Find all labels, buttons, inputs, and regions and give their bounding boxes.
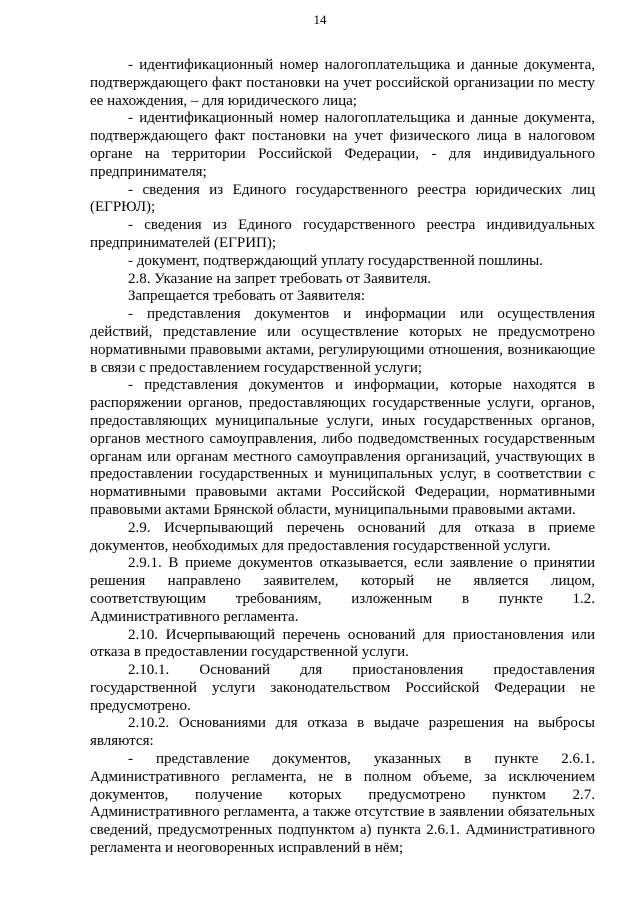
paragraph: Запрещается требовать от Заявителя: xyxy=(128,288,365,305)
paragraph: 2.10.1. Оснований для приостановления предоставления государственной услуги законодательством Российской Федерации не предусмотрено. xyxy=(90,662,595,714)
section-heading: 2.10. Исчерпывающий перечень оснований для приостановления или отказа в предоставлении государственной услуги. xyxy=(90,626,595,661)
paragraph: - документ, подтверждающий уплату государственной пошлины. xyxy=(128,252,543,269)
page-number: 14 xyxy=(313,12,327,27)
paragraph: - представление документов, указанных в пункте 2.6.1. Административного регламента, не в полном объеме, за исключением документов, получение которых предусмотрено пунктом 2.7. Административного регламента, а также отсутствие в заявлении обязательных сведений, предусмотренных подпунктом а) пункта 2.6.1. Административного регламента и неоговоренных исправлений в нём; xyxy=(90,751,595,857)
paragraph: 2.10.2. Основаниями для отказа в выдаче разрешения на выбросы являются: xyxy=(90,715,595,750)
paragraph: - сведения из Единого государственного реестра индивидуальных предпринимателей (ЕГРИП); xyxy=(90,217,595,251)
paragraph: - идентификационный номер налогоплательщика и данные документа, подтверждающего факт постановки на учет физического лица в налоговом органе на территории Российской Федерации, - для индивидуального предпринимателя; xyxy=(90,110,595,180)
section-heading: 2.8. Указание на запрет требовать от Заявителя. xyxy=(128,270,432,287)
paragraph: 2.9.1. В приеме документов отказывается, если заявление о принятии решения направлено заявителем, который не является лицом, соответствующим требованиям, изложенным в пункте 1.2. Административного регламента. xyxy=(90,555,595,625)
paragraph: - представления документов и информации или осуществления действий, представление или осуществление которых не предусмотрено нормативными правовыми актами, регулирующими отношения, возникающие в связи с предоставлением государственной услуги; xyxy=(90,306,595,376)
paragraph: - представления документов и информации, которые находятся в распоряжении органов, предоставляющих государственные услуги, органов, предоставляющих муниципальные услуги, иных государственных органов, органов местного самоуправления, либо подведомственных государственным органам или органам местного самоуправления организаций, участвующих в предоставлении государственных и муниципальных услуг, в соответствии с нормативными правовыми актами Российской Федерации, нормативными правовыми актами Брянской области, муниципальными правовыми актами. xyxy=(90,377,595,518)
section-heading: 2.9. Исчерпывающий перечень оснований для отказа в приеме документов, необходимых для предоставления государственной услуги. xyxy=(90,519,595,554)
paragraph: - сведения из Единого государственного реестра юридических лиц (ЕГРЮЛ); xyxy=(90,181,595,216)
paragraph: - идентификационный номер налогоплательщика и данные документа, подтверждающего факт постановки на учет российской организации по месту ее нахождения, – для юридического лица; xyxy=(90,57,595,109)
body-text xyxy=(90,57,595,858)
